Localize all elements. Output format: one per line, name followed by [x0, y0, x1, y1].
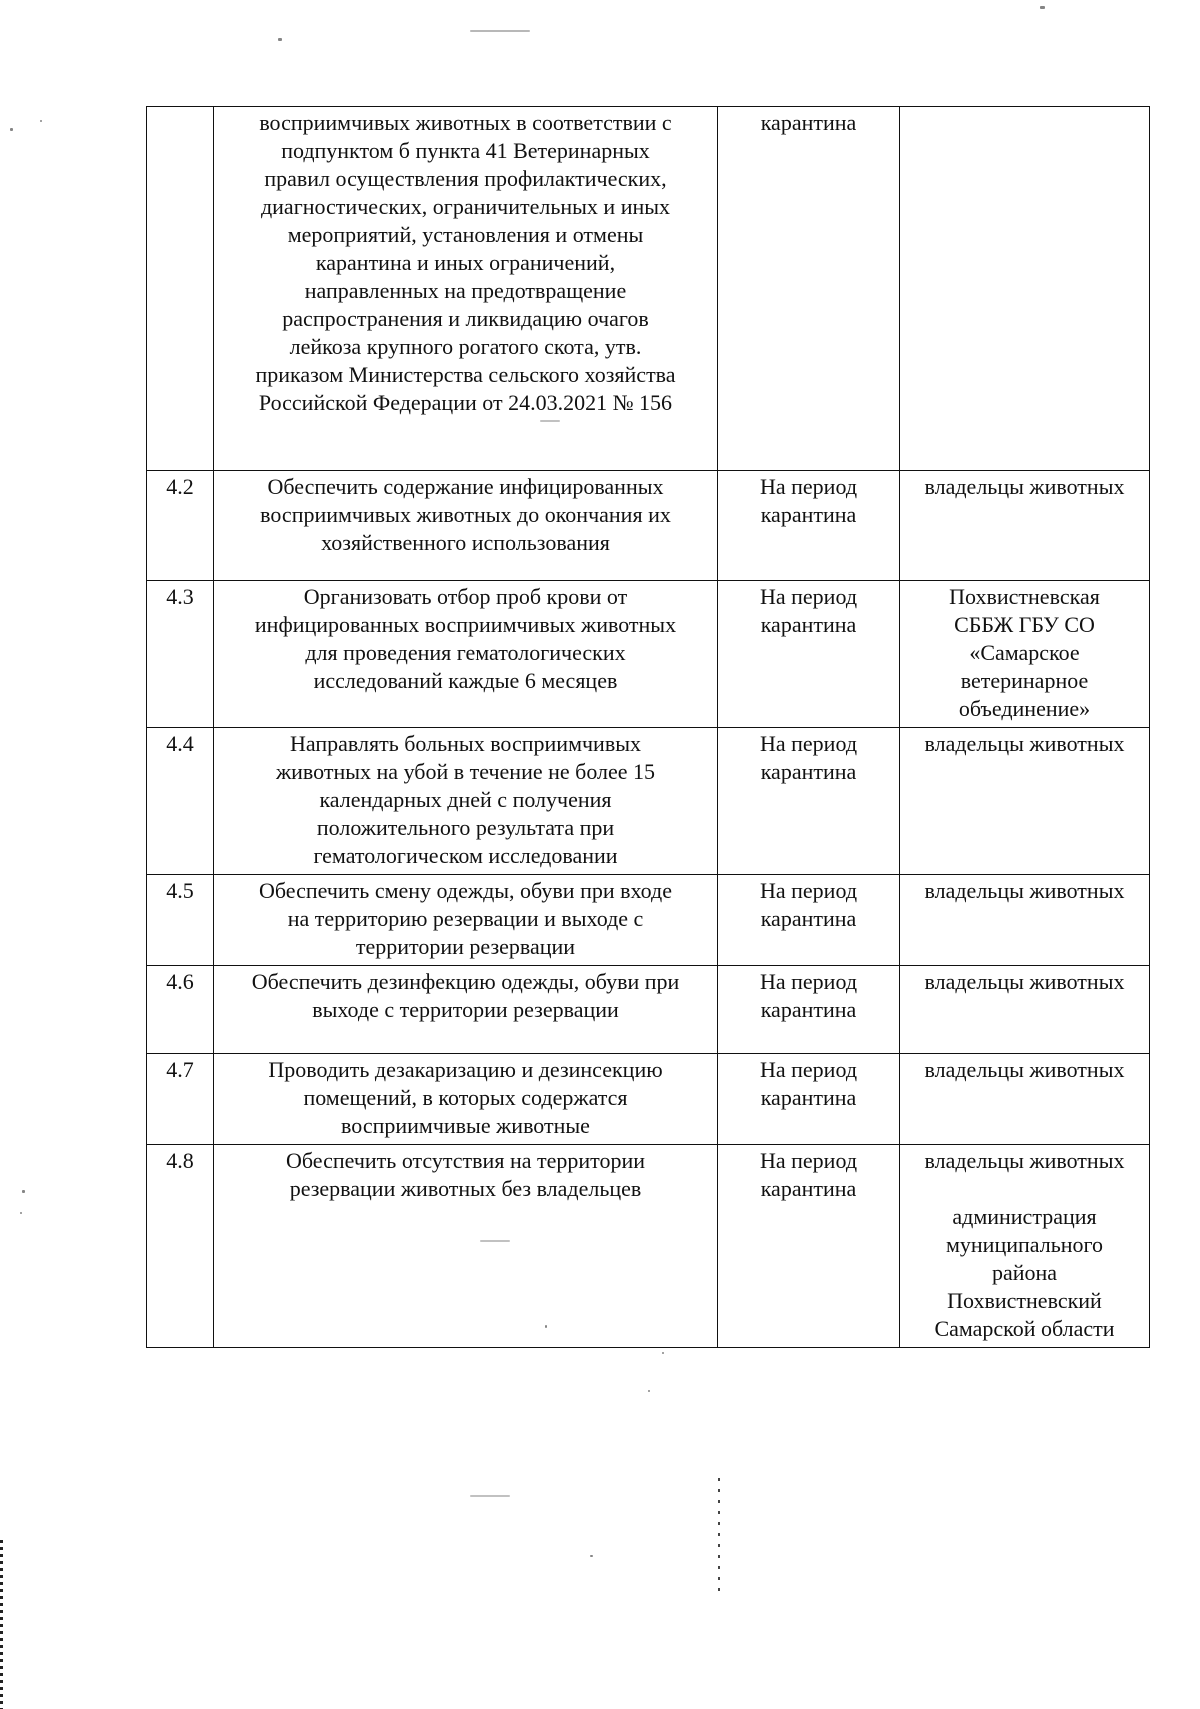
table-row — [147, 107, 1150, 471]
scan-speck — [545, 1325, 547, 1328]
row-number: 4.2 — [147, 471, 214, 581]
scan-dash-noise — [718, 1478, 720, 1598]
responsible-cell: Похвистневская СББЖ ГБУ СО «Самарское ветеринарное объединение» — [900, 581, 1150, 728]
term-cell: На период карантина — [718, 728, 900, 875]
term-cell: карантина — [718, 107, 900, 471]
scan-speck — [590, 1555, 593, 1557]
action-cell: Обеспечить дезинфекцию одежды, обуви при выходе с территории резервации — [214, 966, 718, 1054]
scan-speck — [20, 1212, 22, 1214]
table-row — [147, 1054, 1150, 1145]
table-row — [147, 875, 1150, 966]
scan-speck — [10, 128, 13, 131]
responsible-cell — [900, 107, 1150, 471]
scan-speck — [22, 1190, 25, 1193]
scan-speck — [480, 1240, 510, 1242]
term-cell: На период карантина — [718, 1145, 900, 1348]
scan-speck — [40, 120, 42, 122]
action-cell: Обеспечить отсутствия на территории резервации животных без владельцев — [214, 1145, 718, 1348]
action-cell: Организовать отбор проб крови от инфицированных восприимчивых животных для проведения гематологических исследований каждые 6 месяцев — [214, 581, 718, 728]
responsible-cell: владельцы животных — [900, 966, 1150, 1054]
term-cell: На период карантина — [718, 966, 900, 1054]
table-row — [147, 471, 1150, 581]
measures-table — [146, 106, 1150, 1348]
action-cell: Обеспечить смену одежды, обуви при входе на территорию резервации и выходе с территории резервации — [214, 875, 718, 966]
scan-speck — [662, 1352, 664, 1354]
responsible-cell: владельцы животных администрация муниципального района Похвистневский Самарской области — [900, 1145, 1150, 1348]
row-number: 4.4 — [147, 728, 214, 875]
responsible-cell: владельцы животных — [900, 875, 1150, 966]
term-cell: На период карантина — [718, 875, 900, 966]
table-row — [147, 581, 1150, 728]
term-cell: На период карантина — [718, 1054, 900, 1145]
scan-speck — [470, 30, 530, 32]
term-cell: На период карантина — [718, 471, 900, 581]
responsible-cell: владельцы животных — [900, 728, 1150, 875]
term-cell: На период карантина — [718, 581, 900, 728]
scan-speck — [470, 1495, 510, 1497]
scan-speck — [540, 420, 560, 422]
table-row — [147, 966, 1150, 1054]
action-cell: Направлять больных восприимчивых животных на убой в течение не более 15 календарных дней с получения положительного результата при гематологическом исследовании — [214, 728, 718, 875]
action-cell: восприимчивых животных в соответствии с подпунктом б пункта 41 Ветеринарных правил осуществления профилактических, диагностических, ограничительных и иных мероприятий, установления и отмены карантина и иных ограничений, направленных на предотвращение распространения и ликвидацию очагов лейкоза крупного рогатого скота, утв. приказом Министерства сельского хозяйства Российской Федерации от 24.03.2021 № 156 — [214, 107, 718, 471]
action-cell: Обеспечить содержание инфицированных восприимчивых животных до окончания их хозяйственного использования — [214, 471, 718, 581]
table-row — [147, 1145, 1150, 1348]
responsible-cell: владельцы животных — [900, 471, 1150, 581]
row-number — [147, 107, 214, 471]
row-number: 4.8 — [147, 1145, 214, 1348]
row-number: 4.6 — [147, 966, 214, 1054]
table-row — [147, 728, 1150, 875]
row-number: 4.3 — [147, 581, 214, 728]
scan-speck — [278, 38, 282, 41]
responsible-cell: владельцы животных — [900, 1054, 1150, 1145]
row-number: 4.5 — [147, 875, 214, 966]
row-number: 4.7 — [147, 1054, 214, 1145]
scan-speck — [1040, 6, 1045, 9]
action-cell: Проводить дезакаризацию и дезинсекцию помещений, в которых содержатся восприимчивые животные — [214, 1054, 718, 1145]
scan-edge-noise — [0, 1540, 3, 1709]
scan-speck — [648, 1390, 650, 1392]
